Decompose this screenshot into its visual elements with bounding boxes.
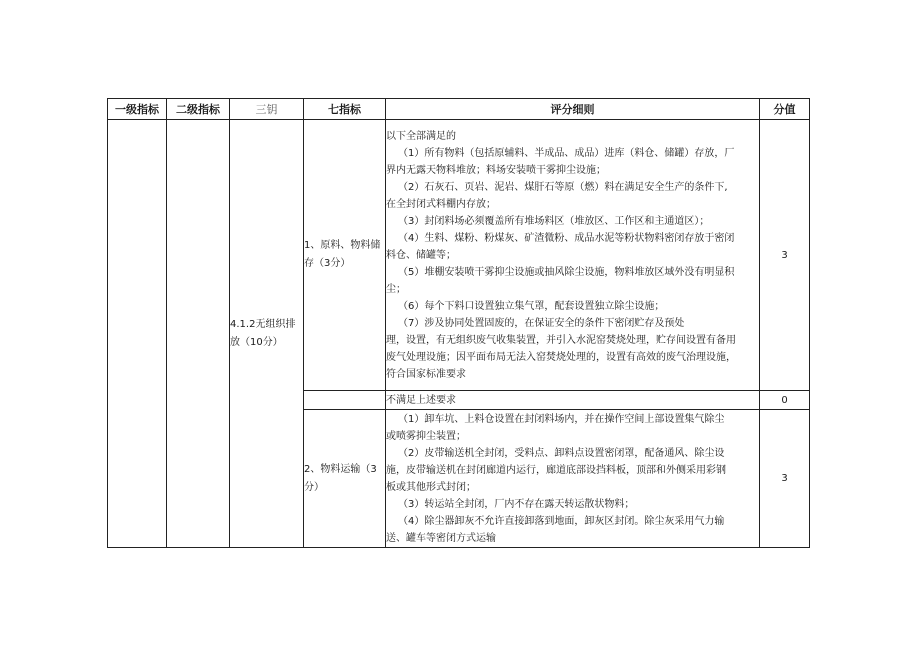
category-label: 2、物料运输（3分） bbox=[304, 463, 377, 493]
rule-line: （7）涉及协同处置固废的，在保证安全的条件下密闭贮存及预处 bbox=[398, 317, 685, 329]
rule-line: 以下全部满足的 bbox=[386, 130, 456, 142]
fail-score-cell: 0 bbox=[760, 391, 810, 410]
category-cell bbox=[304, 120, 386, 391]
rule-line: 料仓、储罐等； bbox=[386, 249, 456, 261]
header-level3: 三钥 bbox=[230, 99, 304, 120]
rule-line: （2）石灰石、页岩、泥岩、煤肝石等原（燃）料在满足安全生产的条件下, bbox=[398, 181, 728, 193]
category-label: 1、原料、物料储存（3分） bbox=[304, 240, 381, 269]
header-level2: 二级指标 bbox=[167, 99, 230, 120]
level2-cell bbox=[167, 120, 230, 548]
rules-cell bbox=[386, 410, 760, 548]
level3-label: 4.1.2无组织排放（10分） bbox=[230, 318, 296, 348]
header-scoring-rules: 评分细则 bbox=[386, 99, 760, 120]
rule-line: （4）生料、煤粉、粉煤灰、矿渣微粉、成品水泥等粉状物料密闭存放于密闭 bbox=[398, 232, 735, 244]
rule-line: 板或其他形式封闭； bbox=[386, 481, 476, 493]
level3-cell bbox=[230, 120, 304, 548]
rule-line: 或喷雾抑尘装置； bbox=[386, 430, 466, 442]
header-level4: 七指标 bbox=[304, 99, 386, 120]
rule-line: （2）皮带输送机全封闭，受料点、卸料点设置密闭罩，配备通风、除尘设 bbox=[398, 447, 725, 459]
rule-line: （1）所有物料（包括原辅料、半成品、成品）进库（料仓、储罐）存放，厂 bbox=[398, 147, 735, 159]
category-cell bbox=[304, 410, 386, 548]
scoring-table bbox=[107, 98, 810, 548]
rule-line: （3）转运站全封闭，厂内不存在露天转运散状物料； bbox=[398, 498, 635, 510]
rule-line: 施，皮带输送机在封闭廊道内运行，廊道底部设挡料板，顶部和外侧采用彩钢 bbox=[386, 464, 726, 476]
rule-line: （1）卸车坑、上料仓设置在封闭料场内，并在操作空间上部设置集气除尘 bbox=[398, 413, 725, 425]
fail-rule-cell: 不满足上述要求 bbox=[386, 391, 760, 410]
header-score: 分值 bbox=[760, 99, 810, 120]
rule-line: 送、罐车等密闭方式运输 bbox=[386, 532, 496, 544]
table-row bbox=[108, 120, 810, 391]
rule-line: 符合国家标准要求 bbox=[386, 368, 466, 380]
level1-cell bbox=[108, 120, 167, 548]
category-cell-empty bbox=[304, 391, 386, 410]
rule-line: （3）封闭料场必须覆盖所有堆场料区（堆放区、工作区和主通道区）； bbox=[398, 215, 710, 227]
header-row bbox=[108, 99, 810, 120]
score-cell: 3 bbox=[760, 410, 810, 548]
score-cell: 3 bbox=[760, 120, 810, 391]
rule-line: （6）每个下料口设置独立集气罩，配套设置独立除尘设施； bbox=[398, 300, 665, 312]
rule-line: 界内无露天物料堆放；料场安装喷干雾抑尘设施； bbox=[386, 164, 606, 176]
rule-line: （4）除尘器卸灰不允许直接卸落到地面，卸灰区封闭。除尘灰采用气力输 bbox=[398, 515, 725, 527]
rule-line: 废气处理设施；因平面布局无法入窑焚烧处理的，设置有高效的废气治理设施， bbox=[386, 351, 736, 363]
rule-line: （5）堆棚安装喷干雾抑尘设施或抽风除尘设施，物料堆放区域外没有明显积 bbox=[398, 266, 735, 278]
rule-line: 尘； bbox=[386, 283, 406, 295]
rules-cell bbox=[386, 120, 760, 391]
rule-line: 理，设置，有无组织废气收集装置，并引入水泥窑焚烧处理，贮存间设置有备用 bbox=[386, 334, 736, 346]
header-level1: 一级指标 bbox=[108, 99, 167, 120]
rule-line: 在全封闭式料棚内存放； bbox=[386, 198, 496, 210]
